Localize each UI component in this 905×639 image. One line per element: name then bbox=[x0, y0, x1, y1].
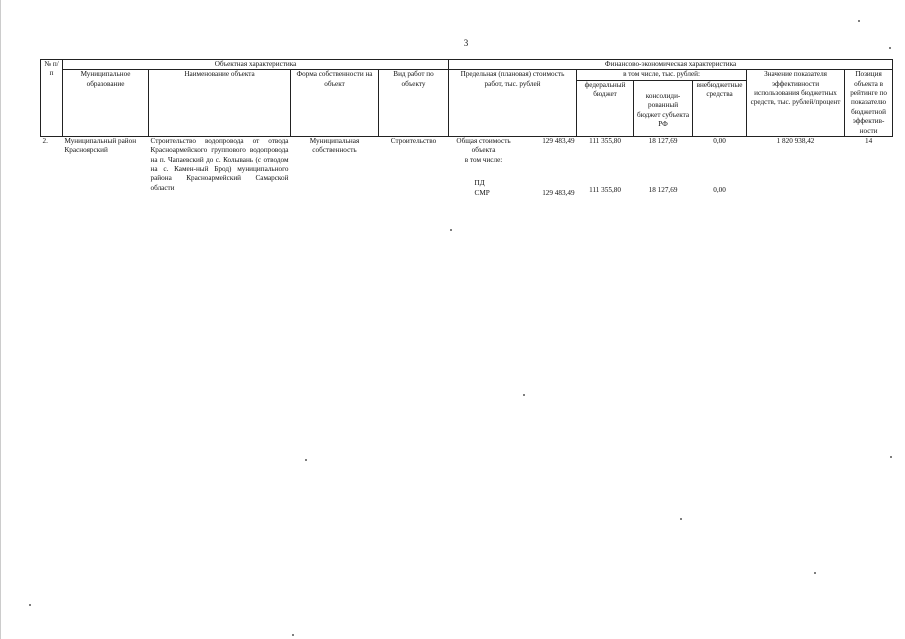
scan-speck bbox=[889, 47, 891, 49]
row-work-type: Строительство bbox=[390, 136, 437, 145]
scan-speck bbox=[890, 456, 892, 458]
row-consolidated-total: 18 127,69 bbox=[648, 136, 678, 145]
row-cost-cell bbox=[449, 137, 577, 199]
table-row bbox=[41, 137, 893, 199]
scan-speck bbox=[523, 394, 525, 396]
header-municipality: Муниципальное образование bbox=[63, 70, 149, 137]
row-efficiency-value: 1 820 938,42 bbox=[776, 136, 815, 145]
header-rating-position: Позиция объекта в рейтинге по показателю бюджетной эффектив-ности bbox=[845, 70, 893, 137]
row-municipality: Муниципальный район Красноярский bbox=[64, 136, 137, 155]
header-max-cost: Предельная (плановая) стоимость работ, тыс. рублей bbox=[449, 70, 577, 137]
header-efficiency: Значение показателя эффективности использования бюджетных средств, тыс. рублей/процент bbox=[747, 70, 845, 137]
scan-speck bbox=[292, 634, 294, 636]
scan-speck bbox=[29, 604, 31, 606]
row-total-label: Общая стоимость объекта bbox=[456, 136, 511, 155]
row-pd-label: ПД bbox=[474, 178, 485, 187]
row-smr-federal: 111 355,80 bbox=[589, 186, 621, 195]
header-object-characteristic: Объектная характеристика bbox=[63, 60, 449, 70]
row-extra-total: 0,00 bbox=[713, 136, 726, 145]
scan-speck bbox=[305, 459, 307, 461]
scan-speck bbox=[680, 518, 682, 520]
row-smr-value: 129 483,49 bbox=[542, 189, 575, 198]
header-federal-budget: федеральный бюджет bbox=[577, 80, 634, 136]
row-object-name: Строительство водопровода от отвода Красноармейского группового водопровода на п. Чапаевский до с. Колывань (с отводом на с. Камен-ный Брод) муниципального района Красноармейский Самарской области bbox=[150, 136, 289, 192]
row-federal-cell bbox=[577, 137, 634, 199]
header-work-type: Вид работ по объекту bbox=[379, 70, 449, 137]
row-extra-cell bbox=[693, 137, 747, 199]
row-num: 2. bbox=[42, 136, 48, 145]
header-num: № п/п bbox=[41, 60, 63, 137]
financial-table bbox=[40, 59, 893, 199]
row-including-label: в том числе: bbox=[464, 155, 503, 164]
header-object-name: Наименование объекта bbox=[149, 70, 291, 137]
row-ownership: Муниципальная собственность bbox=[309, 136, 360, 155]
header-ownership-form: Форма собственности на объект bbox=[291, 70, 379, 137]
row-smr-consolidated: 18 127,69 bbox=[648, 186, 678, 195]
row-consolidated-cell bbox=[634, 137, 693, 199]
row-total-value: 129 483,49 bbox=[542, 136, 575, 145]
header-financial-characteristic: Финансово-экономическая характеристика bbox=[449, 60, 893, 70]
row-smr-extra: 0,00 bbox=[713, 186, 726, 195]
row-federal-total: 111 355,80 bbox=[589, 136, 621, 145]
scan-speck bbox=[814, 572, 816, 574]
row-smr-label: СМР bbox=[474, 189, 490, 198]
scan-speck bbox=[858, 20, 860, 22]
scan-speck bbox=[450, 229, 452, 231]
scan-edge bbox=[0, 0, 1, 639]
page-number: 3 bbox=[463, 38, 469, 48]
header-including: в том числе, тыс. рублей: bbox=[577, 70, 747, 81]
row-position-value: 14 bbox=[864, 136, 873, 145]
header-consolidated-budget: консолиди-рованный бюджет субъекта РФ bbox=[634, 80, 693, 136]
header-extrabudgetary: внебюджетные средства bbox=[693, 80, 747, 136]
